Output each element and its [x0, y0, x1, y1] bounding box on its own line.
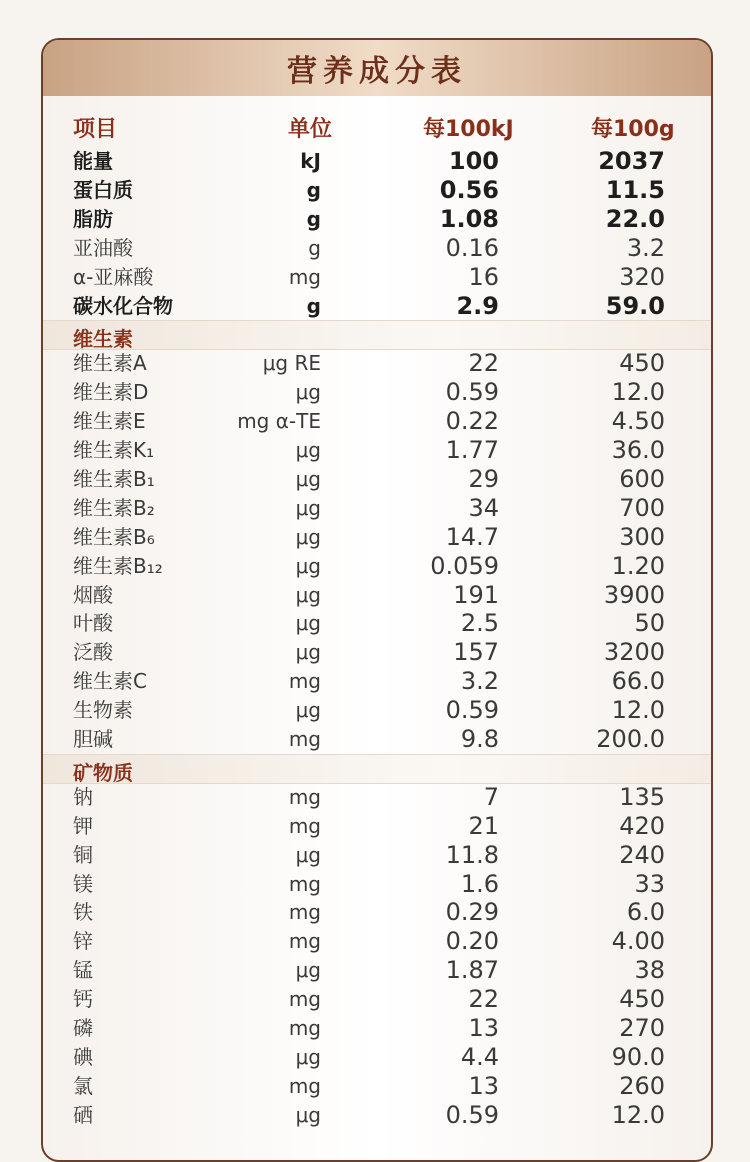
value-per-100g: 66.0 [611, 667, 665, 696]
nutrient-name: 铜 [73, 842, 93, 867]
value-per-100g: 450 [619, 349, 665, 378]
value-per-100g: 4.50 [611, 407, 665, 436]
table-row [43, 175, 711, 204]
table-row [43, 551, 711, 580]
nutrient-unit: mg [288, 871, 321, 896]
nutrient-unit: μg [295, 524, 321, 549]
table-row [43, 291, 711, 320]
nutrient-name: 碘 [73, 1044, 93, 1069]
value-per-100g: 22.0 [605, 204, 665, 233]
value-per-100kj: 0.29 [445, 898, 499, 927]
nutrient-unit: μg [295, 958, 321, 983]
nutrient-name: 胆碱 [73, 727, 113, 751]
nutrient-name: 磷 [73, 1016, 93, 1040]
value-per-100g: 4.00 [611, 927, 665, 956]
nutrient-unit: μg [295, 698, 321, 723]
table-row [43, 897, 711, 926]
value-per-100kj: 3.2 [460, 667, 499, 696]
nutrient-unit: μg [295, 495, 321, 520]
table-row [43, 695, 711, 724]
nutrient-name: 烟酸 [73, 582, 113, 607]
value-per-100g: 3900 [603, 580, 665, 609]
nutrient-name: 维生素E [73, 409, 146, 434]
nutrient-unit: μg [295, 438, 321, 462]
nutrient-unit: mg [288, 784, 321, 809]
value-per-100kj: 21 [468, 811, 499, 840]
nutrient-name: 维生素C [73, 669, 147, 694]
value-per-100kj: 16 [468, 262, 499, 291]
value-per-100kj: 0.59 [445, 1100, 499, 1129]
nutrient-name: 能量 [73, 149, 113, 173]
nutrient-unit: mg [288, 264, 321, 289]
nutrient-unit: μg [295, 640, 321, 665]
table-row [43, 1013, 711, 1042]
table-row [43, 637, 711, 666]
nutrient-name: 锰 [73, 958, 93, 983]
nutrient-name: 氯 [73, 1073, 93, 1098]
table-row [43, 984, 711, 1013]
nutrient-name: 镁 [73, 871, 93, 896]
title-bar [43, 40, 711, 96]
table-row [43, 435, 711, 464]
value-per-100kj: 14.7 [445, 522, 499, 551]
nutrient-unit: μg [295, 553, 321, 578]
header-item: 项目 [73, 117, 118, 142]
value-per-100kj: 11.8 [445, 840, 499, 869]
value-per-100kj: 157 [453, 638, 499, 667]
value-per-100g: 450 [619, 985, 665, 1014]
value-per-100kj: 1.6 [460, 869, 499, 898]
value-per-100kj: 22 [468, 349, 499, 378]
nutrient-name: 叶酸 [73, 611, 113, 636]
nutrient-unit: kJ [300, 149, 321, 173]
nutrient-name: 钾 [73, 813, 93, 838]
nutrient-name: 维生素D [73, 380, 149, 405]
nutrient-name: 维生素A [73, 351, 147, 376]
table-row [43, 840, 711, 869]
header-per-100g: 每100g [591, 117, 675, 142]
table-row [43, 724, 711, 753]
nutrient-unit: g [306, 177, 321, 202]
value-per-100g: 260 [619, 1071, 665, 1100]
nutrient-name: 钠 [73, 784, 93, 809]
value-per-100g: 59.0 [605, 291, 665, 320]
value-per-100kj: 13 [468, 1071, 499, 1100]
header-unit: 单位 [288, 117, 333, 142]
table-row [43, 955, 711, 984]
value-per-100kj: 34 [468, 493, 499, 522]
nutrient-unit: g [308, 235, 321, 260]
value-per-100g: 12.0 [611, 696, 665, 725]
value-per-100kj: 2.5 [460, 609, 499, 638]
nutrient-name: α-亚麻酸 [73, 264, 154, 289]
vitamin-section-header [43, 320, 711, 350]
table-row [43, 233, 711, 262]
nutrient-unit: μg [295, 1044, 321, 1069]
value-per-100g: 12.0 [611, 378, 665, 407]
value-per-100g: 135 [619, 782, 665, 811]
nutrient-name: 维生素K₁ [73, 438, 155, 462]
value-per-100g: 270 [619, 1014, 665, 1042]
value-per-100g: 240 [619, 840, 665, 869]
table-row [43, 377, 711, 406]
value-per-100g: 90.0 [611, 1042, 665, 1071]
value-per-100kj: 1.08 [439, 204, 499, 233]
value-per-100kj: 1.77 [445, 436, 499, 464]
value-per-100g: 1.20 [611, 551, 665, 580]
table-row [43, 666, 711, 695]
nutrient-unit: μg [295, 1102, 321, 1127]
nutrient-name: 泛酸 [73, 640, 113, 665]
value-per-100kj: 22 [468, 985, 499, 1014]
table-row [43, 1100, 711, 1129]
value-per-100g: 3200 [603, 638, 665, 667]
table-row [43, 926, 711, 955]
nutrient-unit: mg [288, 987, 321, 1012]
value-per-100kj: 29 [468, 464, 499, 493]
table-row [43, 1071, 711, 1100]
section-title: 矿物质 [73, 760, 133, 785]
table-row [43, 522, 711, 551]
nutrient-name: 维生素B₂ [73, 495, 155, 520]
value-per-100kj: 0.56 [439, 175, 499, 204]
mineral-section-header [43, 754, 711, 784]
table-row [43, 348, 711, 377]
table-row [43, 406, 711, 435]
nutrient-unit: μg [295, 611, 321, 636]
value-per-100kj: 13 [468, 1014, 499, 1042]
nutrient-unit: mg α-TE [237, 409, 321, 434]
nutrient-name: 维生素B₁ [73, 466, 155, 491]
value-per-100kj: 0.059 [430, 551, 499, 580]
nutrient-unit: mg [288, 1073, 321, 1098]
table-row [43, 580, 711, 609]
value-per-100g: 36.0 [611, 436, 665, 464]
nutrient-name: 钙 [73, 987, 93, 1012]
value-per-100kj: 0.59 [445, 696, 499, 725]
value-per-100kj: 4.4 [460, 1042, 499, 1071]
nutrient-unit: μg RE [262, 351, 321, 376]
nutrient-unit: mg [288, 929, 321, 954]
value-per-100kj: 2.9 [456, 291, 499, 320]
nutrient-name: 维生素B₁₂ [73, 553, 163, 578]
nutrition-table-card [41, 38, 713, 1162]
table-row [43, 608, 711, 637]
table-row [43, 146, 711, 175]
nutrient-name: 生物素 [73, 698, 133, 723]
table-row [43, 1042, 711, 1071]
value-per-100g: 600 [619, 464, 665, 493]
value-per-100kj: 100 [448, 147, 499, 175]
value-per-100g: 6.0 [626, 898, 665, 927]
table-row [43, 262, 711, 291]
value-per-100g: 700 [619, 493, 665, 522]
nutrient-name: 锌 [73, 929, 93, 954]
nutrient-name: 脂肪 [73, 206, 113, 231]
nutrient-unit: g [306, 293, 321, 318]
value-per-100g: 38 [634, 956, 665, 985]
nutrient-name: 铁 [73, 900, 93, 925]
nutrient-unit: mg [288, 727, 321, 751]
value-per-100g: 300 [619, 522, 665, 551]
table-row [43, 811, 711, 840]
value-per-100kj: 9.8 [460, 725, 499, 753]
nutrient-name: 蛋白质 [73, 177, 133, 202]
table-row [43, 493, 711, 522]
nutrient-name: 硒 [73, 1102, 93, 1127]
table-row [43, 204, 711, 233]
nutrient-unit: μg [295, 466, 321, 491]
nutrient-unit: mg [288, 900, 321, 925]
section-title: 维生素 [73, 327, 133, 352]
value-per-100kj: 0.20 [445, 927, 499, 956]
table-row [43, 464, 711, 493]
nutrient-unit: mg [288, 1016, 321, 1040]
value-per-100g: 33 [634, 869, 665, 898]
value-per-100g: 11.5 [605, 175, 665, 204]
nutrient-unit: μg [295, 842, 321, 867]
value-per-100kj: 191 [453, 580, 499, 609]
table-row [43, 782, 711, 811]
value-per-100kj: 1.87 [445, 956, 499, 985]
table-title: 营养成分表 [287, 54, 467, 89]
value-per-100g: 420 [619, 811, 665, 840]
nutrient-unit: g [306, 206, 321, 231]
value-per-100kj: 0.59 [445, 378, 499, 407]
nutrient-name: 维生素B₆ [73, 524, 155, 549]
nutrient-name: 亚油酸 [73, 235, 133, 260]
value-per-100g: 50 [634, 609, 665, 638]
nutrient-name: 碳水化合物 [73, 293, 173, 318]
value-per-100g: 12.0 [611, 1100, 665, 1129]
value-per-100g: 3.2 [626, 233, 665, 262]
value-per-100kj: 7 [483, 782, 499, 811]
nutrient-unit: μg [295, 380, 321, 405]
value-per-100g: 320 [619, 262, 665, 291]
value-per-100g: 200.0 [596, 725, 665, 753]
value-per-100kj: 0.16 [445, 233, 499, 262]
nutrient-unit: mg [288, 669, 321, 694]
value-per-100g: 2037 [598, 147, 665, 175]
nutrient-unit: mg [288, 813, 321, 838]
value-per-100kj: 0.22 [445, 407, 499, 436]
nutrient-unit: μg [295, 582, 321, 607]
header-per-100kj: 每100kJ [423, 117, 514, 142]
table-header [43, 106, 711, 146]
table-row [43, 869, 711, 898]
